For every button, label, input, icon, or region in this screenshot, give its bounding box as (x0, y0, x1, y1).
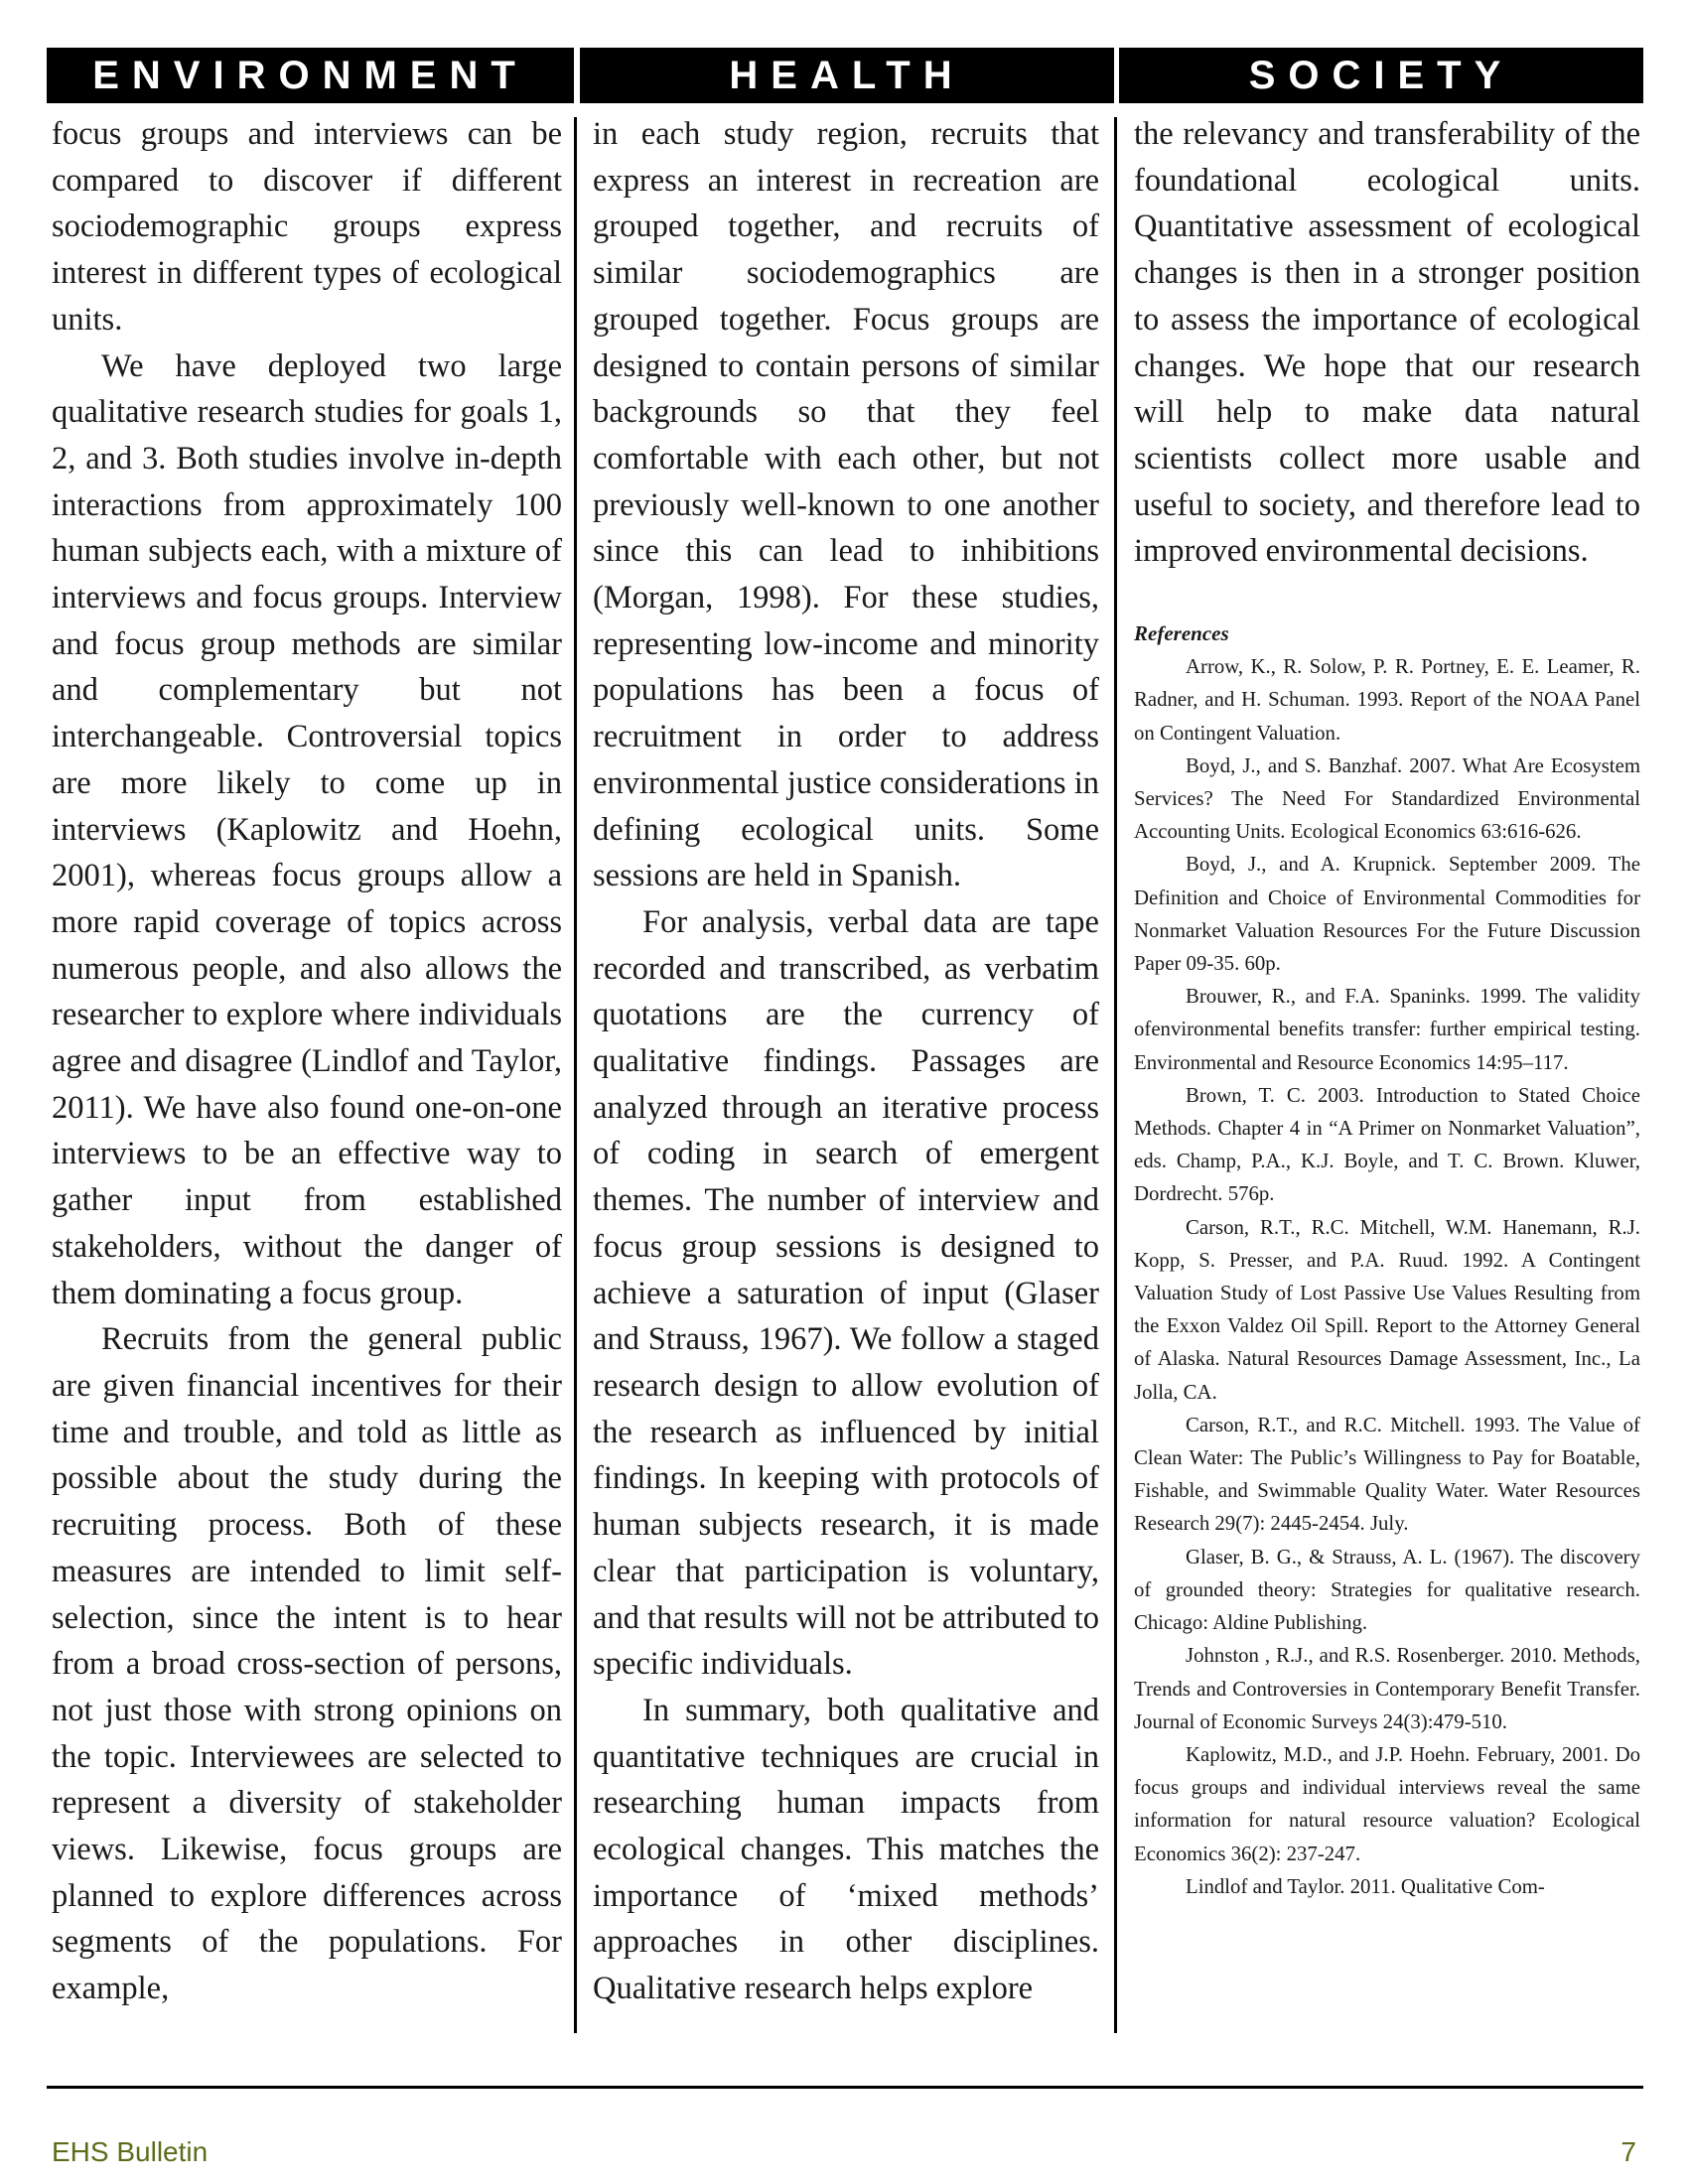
reference-item: Boyd, J., and S. Banzhaf. 2007. What Are Ecosystem Services? The Need For Standardized Environmental Accounting Units. Ecological Economics 63:616-626. (1134, 753, 1640, 844)
reference-item: Brouwer, R., and F.A. Spaninks. 1999. The validity ofenvironmental benefits transfer: further empirical testing. Environmental and Resource Economics 14:95–117. (1134, 985, 1640, 1074)
header-environment: ENVIRONMENT (47, 48, 574, 103)
references-heading: References (1134, 621, 1229, 645)
column-1 (52, 111, 562, 2012)
paragraph: In summary, both qualitative and quantitative techniques are crucial in researching human impacts from ecological changes. This matches the importance of ‘mixed methods’ approaches in other disciplines. Qualitative research helps explore (593, 1692, 1099, 2007)
reference-item: Glaser, B. G., & Strauss, A. L. (1967). The discovery of grounded theory: Strategies for qualitative research. Chicago: Aldine Publishing. (1134, 1545, 1640, 1635)
footer-divider (47, 2086, 1643, 2089)
column-divider (1114, 117, 1117, 2033)
paragraph: in each study region, recruits that express an interest in recreation are grouped together, and recruits of similar sociodemographics are grouped together. Focus groups are designed to contain persons of similar backgrounds so that they feel comfortable with each other, but not previously well-known to one another since this can lead to inhibitions (Morgan, 1998). For these studies, representing low-income and minority populations has been a focus of recruitment in order to address environmental justice considerations in defining ecological units. Some sessions are held in Spanish. (593, 116, 1099, 894)
reference-item: Johnston , R.J., and R.S. Rosenberger. 2010. Methods, Trends and Controversies in Contemporary Benefit Transfer. Journal of Economic Surveys 24(3):479-510. (1134, 1644, 1640, 1733)
footer-publication: EHS Bulletin (52, 2136, 209, 2167)
reference-item: Kaplowitz, M.D., and J.P. Hoehn. February, 2001. Do focus groups and individual interviews reveal the same information for natural resource valuation? Ecological Economics 36(2): 237-247. (1134, 1742, 1640, 1865)
column-2 (593, 111, 1099, 2012)
column-3 (1134, 111, 1640, 575)
reference-item: Boyd, J., and A. Krupnick. September 2009. The Definition and Choice of Environmental Commodities for Nonmarket Valuation Resources For the Future Discussion Paper 09-35. 60p. (1134, 853, 1640, 976)
references (1134, 617, 1640, 1903)
reference-item: Carson, R.T., and R.C. Mitchell. 1993. The Value of Clean Water: The Public’s Willingness to Pay for Boatable, Fishable, and Swimmable Quality Water. Water Resources Research 29(7): 2445-2454. July. (1134, 1413, 1640, 1536)
paragraph: focus groups and interviews can be compared to discover if different sociodemographic groups express interest in different types of ecological units. (52, 116, 562, 338)
header-health: HEALTH (580, 48, 1114, 103)
column-divider (574, 117, 577, 2033)
paragraph: Recruits from the general public are given financial incentives for their time and trouble, and told as little as possible about the study during the recruiting process. Both of these measures are intended to limit self-selection, since the intent is to hear from a broad cross-section of persons, not just those with strong opinions on the topic. Interviewees are selected to represent a diversity of stakeholder views. Likewise, focus groups are planned to explore differences across segments of the populations. For example, (52, 1321, 562, 2007)
reference-item: Carson, R.T., R.C. Mitchell, W.M. Hanemann, R.J. Kopp, S. Presser, and P.A. Ruud. 1992. A Contingent Valuation Study of Lost Passive Use Values Resulting from the Exxon Valdez Oil Spill. Report to the Attorney General of Alaska. Natural Resources Damage Assessment, Inc., La Jolla, CA. (1134, 1215, 1640, 1404)
paragraph: For analysis, verbal data are tape recorded and transcribed, as verbatim quotations are the currency of qualitative findings. Passages are analyzed through an iterative process of coding in search of emergent themes. The number of interview and focus group sessions is designed to achieve a saturation of input (Glaser and Strauss, 1967). We follow a staged research design to allow evolution of the research as influenced by initial findings. In keeping with protocols of human subjects research, it is made clear that participation is voluntary, and that results will not be attributed to specific individuals. (593, 903, 1099, 1683)
paragraph: We have deployed two large qualitative research studies for goals 1, 2, and 3. Both studies involve in-depth interactions from approximately 100 human subjects each, with a mixture of interviews and focus groups. Interview and focus group methods are similar and complementary but not interchangeable. Controversial topics are more likely to come up in interviews (Kaplowitz and Hoehn, 2001), whereas focus groups allow a more rapid coverage of topics across numerous people, and also allows the researcher to explore where individuals agree and disagree (Lindlof and Taylor, 2011). We have also found one-on-one interviews to be an effective way to gather input from established stakeholders, without the danger of them dominating a focus group. (52, 347, 562, 1311)
header-society: SOCIETY (1119, 48, 1643, 103)
reference-item: Brown, T. C. 2003. Introduction to Stated Choice Methods. Chapter 4 in “A Primer on Nonmarket Valuation”, eds. Champ, P.A., K.J. Boyle, and T. C. Brown. Kluwer, Dordrecht. 576p. (1134, 1083, 1640, 1206)
reference-item: Lindlof and Taylor. 2011. Qualitative Com- (1186, 1874, 1545, 1898)
reference-item: Arrow, K., R. Solow, P. R. Portney, E. E. Leamer, R. Radner, and H. Schuman. 1993. Report of the NOAA Panel on Contingent Valuation. (1134, 655, 1640, 745)
page-number: 7 (1620, 2136, 1636, 2167)
paragraph: the relevancy and transferability of the foundational ecological units. Quantitative assessment of ecological changes is then in a stronger position to assess the importance of ecological changes. We hope that our research will help to make data natural scientists collect more usable and useful to society, and therefore lead to improved environmental decisions. (1134, 116, 1640, 570)
